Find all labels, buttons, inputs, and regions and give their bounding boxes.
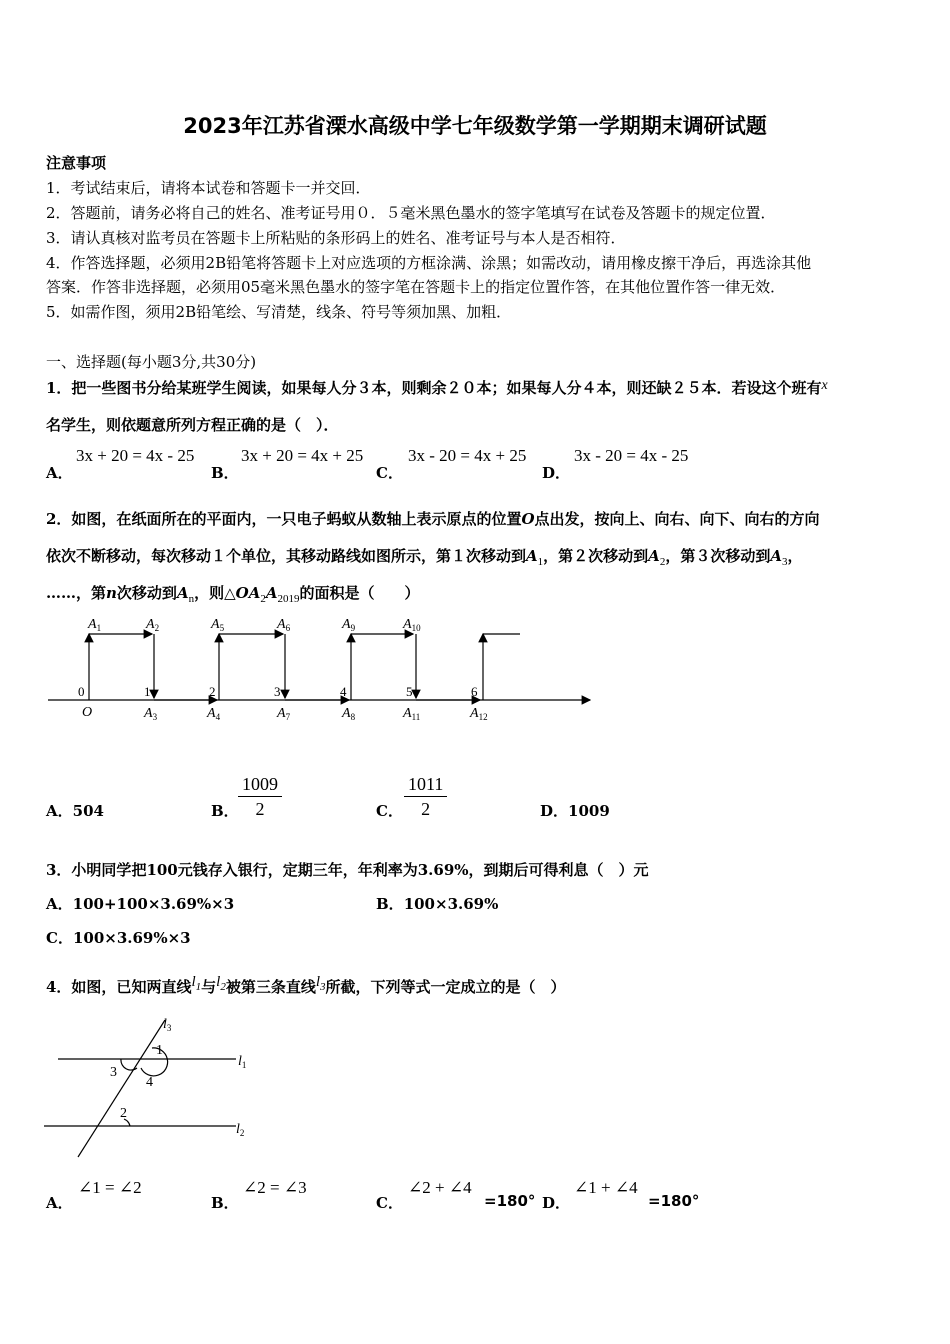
label-origin: O	[82, 705, 93, 720]
q4-stem: 4．如图，已知两直线$l_1$与$l_2$被第三条直线$l_3$所截，下列等式一定成立的是（ ）	[46, 974, 566, 996]
label-a1: $A_1$	[88, 617, 102, 633]
q4-option-d-expr: ∠1 + ∠4	[574, 1178, 638, 1197]
note-item: 1．考试结束后，请将本试卷和答题卡一并交回．	[46, 179, 371, 197]
note-item: 2．答题前，请务必将自己的姓名、准考证号用０．５毫米黑色墨水的签字笔填写在试卷及答题卡的规定位置．	[46, 204, 776, 222]
q2-stem-line3: ……，第n次移动到$A_n$，则$\triangle OA_2A_{2019}$的面积是（ ）	[46, 584, 420, 605]
angle-label-1: 1	[156, 1043, 163, 1058]
label-l3: $l_3$	[163, 1017, 172, 1033]
q4-option-d-label[interactable]: D．	[542, 1194, 571, 1212]
label-a12: $A_{12}$	[470, 706, 488, 722]
q4-option-b-expr: ∠2 = ∠3	[243, 1178, 307, 1197]
tick-label: 2	[209, 684, 216, 699]
q2-option-b-fraction: $\frac{1009}{2}$	[238, 774, 282, 820]
tick-label: 0	[78, 684, 85, 699]
q1-stem-line1: 1．把一些图书分给某班学生阅读，如果每人分３本，则剩余２０本；如果每人分４本，则还缺２５本．若设这个班有x	[46, 378, 828, 397]
q1-option-a-expr: 3x + 20 = 4x - 25	[76, 446, 195, 465]
note-item: 答案．作答非选择题，必须用05毫米黑色墨水的签字笔在答题卡上的指定位置作答，在其他位置作答一律无效．	[46, 278, 786, 296]
q4-option-b-label[interactable]: B．	[211, 1194, 239, 1212]
label-a11: $A_{11}$	[403, 706, 421, 722]
tick-label: 1	[144, 684, 151, 699]
q4-option-c-expr: ∠2 + ∠4	[408, 1178, 472, 1197]
angle-label-2: 2	[120, 1106, 127, 1121]
q4-option-a-expr: ∠1 = ∠2	[78, 1178, 142, 1197]
notes-heading: 注意事项	[46, 154, 107, 172]
q3-option-b[interactable]: B．100×3.69%	[376, 895, 499, 913]
q4-option-c-label[interactable]: C．	[376, 1194, 403, 1212]
q2-option-c-label[interactable]: C．	[376, 802, 403, 820]
tick-label: 4	[340, 684, 347, 699]
q1-option-a-label[interactable]: A．	[46, 464, 73, 482]
label-a2: $A_2$	[146, 617, 160, 633]
q2-stem-line1: 2．如图，在纸面所在的平面内，一只电子蚂蚁从数轴上表示原点的位置O点出发，按向上、向右、向下、向右的方向	[46, 510, 820, 528]
q4-option-a-label[interactable]: A．	[46, 1194, 73, 1212]
q3-option-a[interactable]: A．100+100×3.69%×3	[46, 895, 235, 913]
q4-option-c-suffix: =180°	[484, 1192, 536, 1210]
q1-option-d-label[interactable]: D．	[542, 464, 571, 482]
q4-option-d-suffix: =180°	[648, 1192, 700, 1210]
q2-option-c-fraction: $\frac{1011}{2}$	[404, 774, 447, 820]
angle-label-4: 4	[146, 1075, 153, 1090]
q4-figure	[40, 1010, 270, 1170]
tick-label: 5	[406, 684, 413, 699]
q1-option-b-label[interactable]: B．	[211, 464, 239, 482]
q3-option-c[interactable]: C．100×3.69%×3	[46, 929, 191, 947]
tick-label: 3	[274, 684, 281, 699]
page-title: 2023年江苏省溧水高级中学七年级数学第一学期期末调研试题	[183, 114, 767, 138]
q2-option-d[interactable]: D．1009	[540, 802, 610, 820]
q2-option-a[interactable]: A．504	[46, 802, 104, 820]
label-l2: $l_2$	[236, 1122, 245, 1138]
q1-option-c-expr: 3x - 20 = 4x + 25	[408, 446, 527, 465]
section-heading: 一、选择题(每小题3分,共30分)	[46, 353, 257, 371]
q1-option-d-expr: 3x - 20 = 4x - 25	[574, 446, 689, 465]
label-a8: $A_8$	[342, 706, 356, 722]
note-item: 5．如需作图，须用2B铅笔绘、写清楚，线条、符号等须加黑、加粗．	[46, 303, 512, 321]
q1-stem-line2: 名学生，则依题意所列方程正确的是（ ）．	[46, 416, 339, 434]
tick-label: 6	[471, 684, 478, 699]
q3-stem: 3．小明同学把100元钱存入银行，定期三年，年利率为3.69%，到期后可得利息（ ）元	[46, 861, 649, 879]
label-l1: $l_1$	[238, 1054, 247, 1070]
q2-option-b-label[interactable]: B．	[211, 802, 239, 820]
q2-stem-line2: 依次不断移动，每次移动１个单位，其移动路线如图所示，第１次移动到$A_1$，第２次移动到$A_2$，第３次移动到$A_3$，	[46, 547, 803, 568]
label-a4: $A_4$	[207, 706, 221, 722]
label-a7: $A_7$	[277, 706, 291, 722]
label-a3: $A_3$	[144, 706, 158, 722]
label-a5: $A_5$	[211, 617, 225, 633]
note-item: 3．请认真核对监考员在答题卡上所粘贴的条形码上的姓名、准考证号与本人是否相符．	[46, 229, 626, 247]
q1-option-b-expr: 3x + 20 = 4x + 25	[241, 446, 364, 465]
angle-label-3: 3	[110, 1065, 117, 1080]
label-a10: $A_{10}$	[403, 617, 421, 633]
note-item: 4．作答选择题，必须用2B铅笔将答题卡上对应选项的方框涂满、涂黑；如需改动，请用橡皮擦干净后，再选涂其他	[46, 254, 812, 272]
q2-figure	[0, 600, 620, 740]
q1-option-c-label[interactable]: C．	[376, 464, 403, 482]
label-a9: $A_9$	[342, 617, 356, 633]
label-a6: $A_6$	[277, 617, 291, 633]
